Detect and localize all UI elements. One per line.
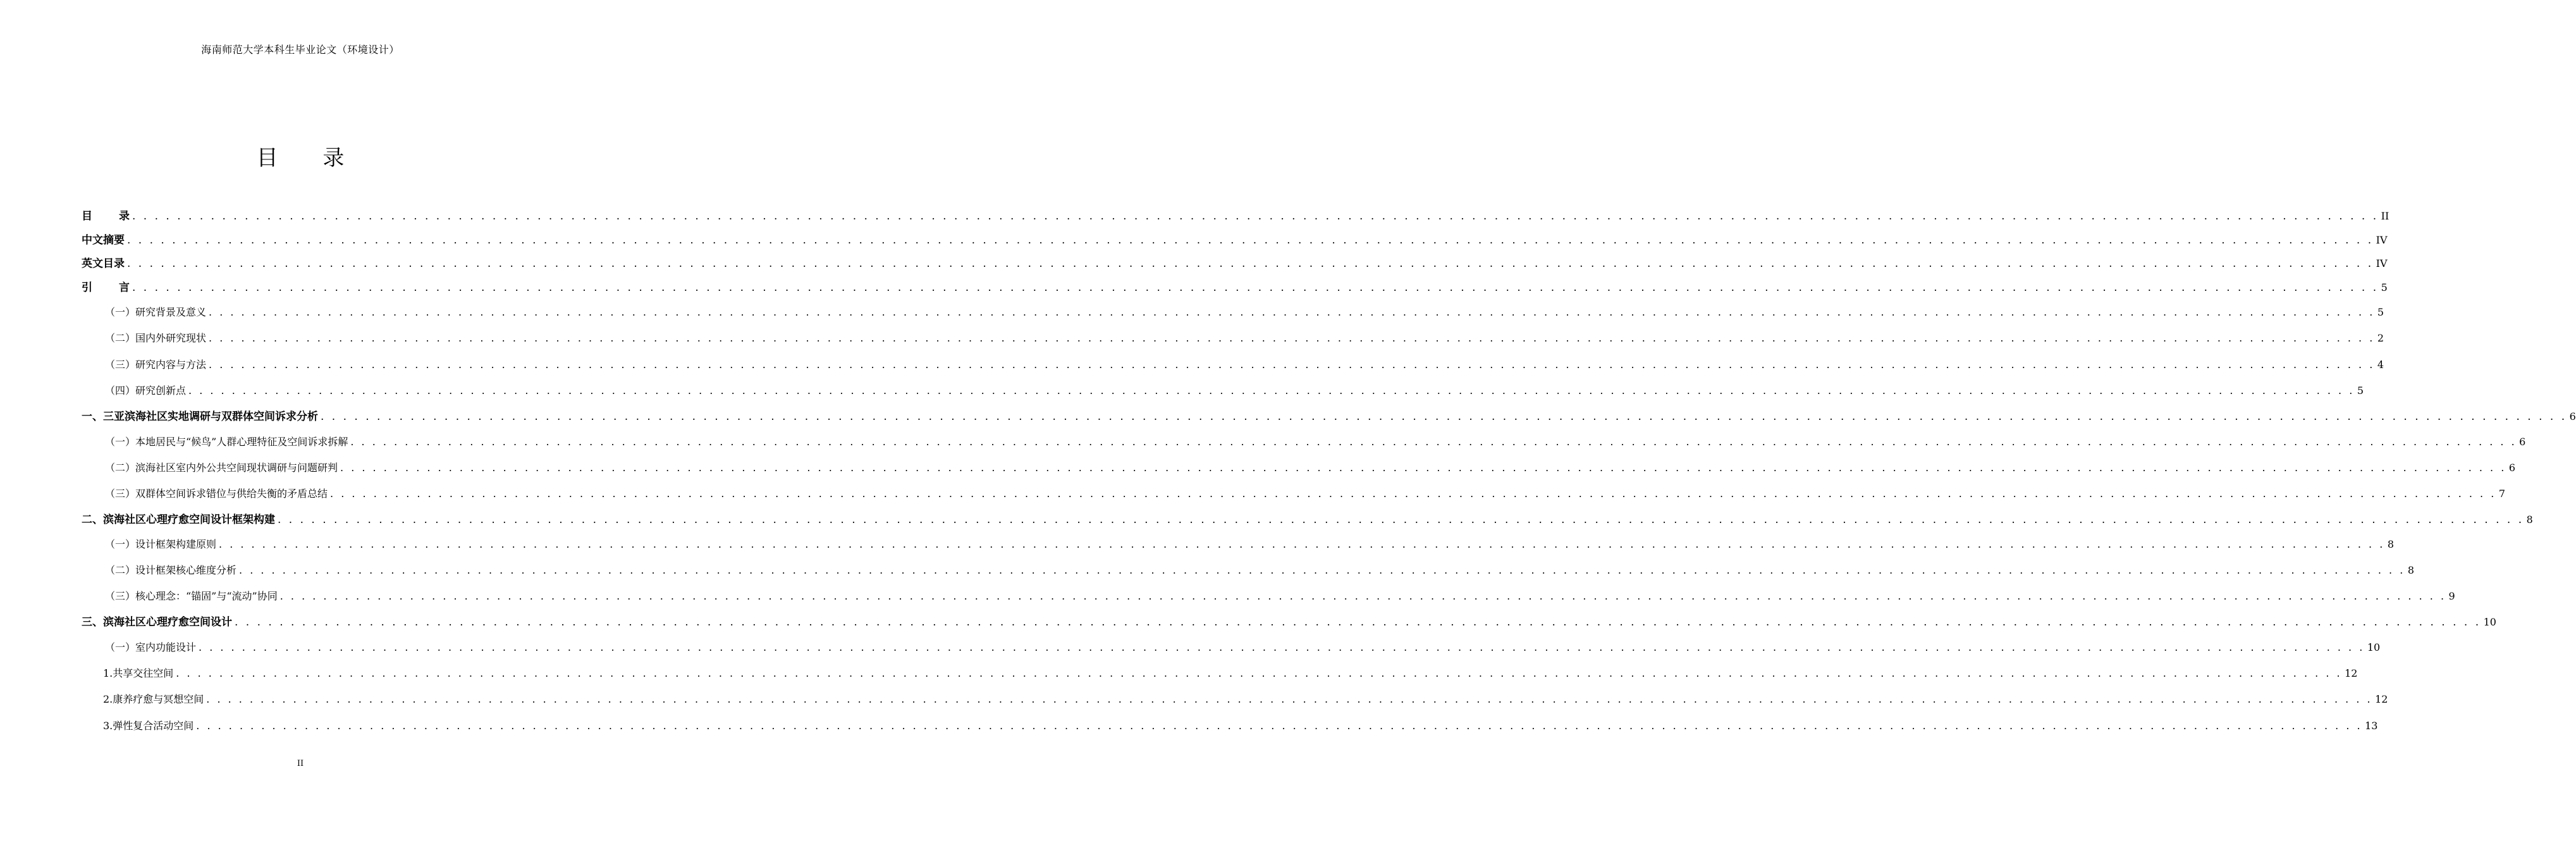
toc-entry-label: 中文摘要	[82, 234, 125, 247]
toc-entry-page: II	[2381, 210, 2389, 222]
toc-leader-dots: . . . . . . . . . . . . . . . . . . . . . . . . . . . . . . . . . . . . . . . . . . . . . . . . . . . . . . . . . . . . . . . . . . . . . . . . . . . . . . . . . . . . . . . . . . . . . . . . . . . . . . . . . . . . . . . . . . . . . . . . . . . . . . . . . . . . . . . . . . . . . . . . . . . . . . . . . . . . . . . . . . . . . . . . . . . . . . . . . . . . . . . . . . . . . . . . . . . . . . . .	[279, 590, 2446, 602]
toc-entry-label: 2.康养疗愈与冥想空间	[103, 693, 204, 705]
toc-entry[interactable]	[105, 460, 2515, 476]
toc-entry-page: 6	[2519, 436, 2526, 448]
toc-entry-label: 英文目录	[82, 257, 125, 270]
toc-entry-label: 3.弹性复合活动空间	[103, 720, 194, 732]
toc-leader-dots: . . . . . . . . . . . . . . . . . . . . . . . . . . . . . . . . . . . . . . . . . . . . . . . . . . . . . . . . . . . . . . . . . . . . . . . . . . . . . . . . . . . . . . . . . . . . . . . . . . . . . . . . . . . . . . . . . . . . . . . . . . . . . . . . . . . . . . . . . . . . . . . . . . . . . . . . . . . . . . . . . . . . . . . . . . . . . . . . . . . . . . . . . . . . . . . . . . . . . . . .	[132, 210, 2379, 223]
toc-entry-label: （三）研究内容与方法	[105, 359, 207, 371]
toc-entry[interactable]	[82, 256, 2388, 272]
toc-entry-page: 9	[2448, 590, 2455, 602]
toc-leader-dots: . . . . . . . . . . . . . . . . . . . . . . . . . . . . . . . . . . . . . . . . . . . . . . . . . . . . . . . . . . . . . . . . . . . . . . . . . . . . . . . . . . . . . . . . . . . . . . . . . . . . . . . . . . . . . . . . . . . . . . . . . . . . . . . . . . . . . . . . . . . . . . . . . . . . . . . . . . . . . . . . . . . . . . . . . . . . . . . . . . . . . . . . . . . . . . . . . . . . . . . .	[209, 306, 2375, 318]
toc-entry[interactable]	[105, 304, 2384, 321]
toc-entry-label	[82, 208, 130, 225]
toc-leader-dots: . . . . . . . . . . . . . . . . . . . . . . . . . . . . . . . . . . . . . . . . . . . . . . . . . . . . . . . . . . . . . . . . . . . . . . . . . . . . . . . . . . . . . . . . . . . . . . . . . . . . . . . . . . . . . . . . . . . . . . . . . . . . . . . . . . . . . . . . . . . . . . . . . . . . . . . . . . . . . . . . . . . . . . . . . . . . . . . . . . . . . . . . . . . . . . . . . . . . . . . .	[350, 436, 2517, 448]
toc-entry-label: （一）室内功能设计	[105, 641, 197, 653]
page-title: 目 录	[256, 145, 364, 171]
toc-entry-label: （二）国内外研究现状	[105, 332, 207, 344]
toc-entry-page: IV	[2376, 234, 2388, 246]
toc-entry[interactable]	[105, 536, 2394, 553]
toc-entry[interactable]	[82, 614, 2496, 631]
toc-entry[interactable]	[103, 718, 2378, 734]
toc-entry[interactable]	[105, 486, 2505, 502]
toc-entry[interactable]	[82, 232, 2388, 249]
toc-entry-label: （三）双群体空间诉求错位与供给失衡的矛盾总结	[105, 488, 328, 500]
toc-entry-page: 5	[2357, 385, 2364, 397]
toc-leader-dots: . . . . . . . . . . . . . . . . . . . . . . . . . . . . . . . . . . . . . . . . . . . . . . . . . . . . . . . . . . . . . . . . . . . . . . . . . . . . . . . . . . . . . . . . . . . . . . . . . . . . . . . . . . . . . . . . . . . . . . . . . . . . . . . . . . . . . . . . . . . . . . . . . . . . . . . . . . . . . . . . . . . . . . . . . . . . . . . . . . . . . . . . . . . . . . . . . . . . . . . .	[188, 385, 2355, 397]
toc-leader-dots: . . . . . . . . . . . . . . . . . . . . . . . . . . . . . . . . . . . . . . . . . . . . . . . . . . . . . . . . . . . . . . . . . . . . . . . . . . . . . . . . . . . . . . . . . . . . . . . . . . . . . . . . . . . . . . . . . . . . . . . . . . . . . . . . . . . . . . . . . . . . . . . . . . . . . . . . . . . . . . . . . . . . . . . . . . . . . . . . . . . . . . . . . . . . . . . . . . . . . . . .	[278, 514, 2524, 526]
toc-entry-page: 4	[2377, 359, 2384, 371]
toc-entry-page: IV	[2376, 257, 2388, 269]
toc-entry-label: （一）本地居民与“候鸟”人群心理特征及空间诉求拆解	[105, 436, 348, 448]
toc-entry[interactable]	[82, 512, 2533, 528]
toc-leader-dots: . . . . . . . . . . . . . . . . . . . . . . . . . . . . . . . . . . . . . . . . . . . . . . . . . . . . . . . . . . . . . . . . . . . . . . . . . . . . . . . . . . . . . . . . . . . . . . . . . . . . . . . . . . . . . . . . . . . . . . . . . . . . . . . . . . . . . . . . . . . . . . . . . . . . . . . . . . . . . . . . . . . . . . . . . . . . . . . . . . . . . . . . . . . . . . . . . . . . . . . .	[206, 693, 2373, 705]
toc-entry-page: 8	[2407, 564, 2414, 576]
toc-leader-dots: . . . . . . . . . . . . . . . . . . . . . . . . . . . . . . . . . . . . . . . . . . . . . . . . . . . . . . . . . . . . . . . . . . . . . . . . . . . . . . . . . . . . . . . . . . . . . . . . . . . . . . . . . . . . . . . . . . . . . . . . . . . . . . . . . . . . . . . . . . . . . . . . . . . . . . . . . . . . . . . . . . . . . . . . . . . . . . . . . . . . . . . . . . . . . . . . . . . . . . . .	[176, 667, 2343, 679]
toc-entry-label: 一、三亚滨海社区实地调研与双群体空间诉求分析	[82, 410, 318, 423]
toc-entry-page: 6	[2508, 462, 2515, 474]
toc-leader-dots: . . . . . . . . . . . . . . . . . . . . . . . . . . . . . . . . . . . . . . . . . . . . . . . . . . . . . . . . . . . . . . . . . . . . . . . . . . . . . . . . . . . . . . . . . . . . . . . . . . . . . . . . . . . . . . . . . . . . . . . . . . . . . . . . . . . . . . . . . . . . . . . . . . . . . . . . . . . . . . . . . . . . . . . . . . . . . . . . . . . . . . . . . . . . . . . . . . . . . . . .	[340, 462, 2506, 474]
toc-leader-dots: . . . . . . . . . . . . . . . . . . . . . . . . . . . . . . . . . . . . . . . . . . . . . . . . . . . . . . . . . . . . . . . . . . . . . . . . . . . . . . . . . . . . . . . . . . . . . . . . . . . . . . . . . . . . . . . . . . . . . . . . . . . . . . . . . . . . . . . . . . . . . . . . . . . . . . . . . . . . . . . . . . . . . . . . . . . . . . . . . . . . . . . . . . . . . . . . . . . . . . . .	[196, 720, 2363, 732]
toc-entry-page: 8	[2387, 538, 2394, 550]
toc-entry[interactable]	[105, 562, 2414, 579]
toc-entry-label: 1.共享交往空间	[103, 667, 174, 679]
toc-entry-page: 5	[2377, 306, 2384, 318]
toc-entry-page: 5	[2381, 281, 2388, 293]
toc-entry[interactable]	[105, 383, 2364, 399]
toc-entry-page: 10	[2483, 616, 2496, 628]
toc-entry-label: 二、滨海社区心理疗愈空间设计框架构建	[82, 514, 275, 526]
toc-entry[interactable]	[105, 588, 2455, 605]
toc-entry[interactable]	[105, 434, 2526, 450]
toc-entry[interactable]	[105, 357, 2384, 373]
toc-entry-label: （二）设计框架核心维度分析	[105, 564, 237, 576]
toc-entry[interactable]	[82, 280, 2388, 296]
toc-leader-dots: . . . . . . . . . . . . . . . . . . . . . . . . . . . . . . . . . . . . . . . . . . . . . . . . . . . . . . . . . . . . . . . . . . . . . . . . . . . . . . . . . . . . . . . . . . . . . . . . . . . . . . . . . . . . . . . . . . . . . . . . . . . . . . . . . . . . . . . . . . . . . . . . . . . . . . . . . . . . . . . . . . . . . . . . . . . . . . . . . . . . . . . . . . . . . . . . . . . . . . . .	[132, 281, 2379, 294]
toc-entry-page: 12	[2345, 667, 2358, 679]
toc-leader-dots: . . . . . . . . . . . . . . . . . . . . . . . . . . . . . . . . . . . . . . . . . . . . . . . . . . . . . . . . . . . . . . . . . . . . . . . . . . . . . . . . . . . . . . . . . . . . . . . . . . . . . . . . . . . . . . . . . . . . . . . . . . . . . . . . . . . . . . . . . . . . . . . . . . . . . . . . . . . . . . . . . . . . . . . . . . . . . . . . . . . . . . . . . . . . . . . . . . . . . . . .	[235, 616, 2481, 629]
toc-entry-page: 6	[2569, 410, 2576, 422]
toc-entry-page: 2	[2377, 332, 2384, 344]
toc-entry-label: （四）研究创新点	[105, 385, 187, 397]
toc-leader-dots: . . . . . . . . . . . . . . . . . . . . . . . . . . . . . . . . . . . . . . . . . . . . . . . . . . . . . . . . . . . . . . . . . . . . . . . . . . . . . . . . . . . . . . . . . . . . . . . . . . . . . . . . . . . . . . . . . . . . . . . . . . . . . . . . . . . . . . . . . . . . . . . . . . . . . . . . . . . . . . . . . . . . . . . . . . . . . . . . . . . . . . . . . . . . . . . . . . . . . . . .	[209, 359, 2375, 371]
toc-entry-page: 10	[2367, 641, 2381, 653]
toc-entry-label-char: 言	[119, 281, 130, 294]
toc-entry-label: （一）设计框架构建原则	[105, 538, 217, 550]
toc-entry[interactable]	[103, 691, 2388, 708]
toc-entry[interactable]	[103, 665, 2358, 682]
toc-entry-label	[82, 280, 130, 296]
toc-leader-dots: . . . . . . . . . . . . . . . . . . . . . . . . . . . . . . . . . . . . . . . . . . . . . . . . . . . . . . . . . . . . . . . . . . . . . . . . . . . . . . . . . . . . . . . . . . . . . . . . . . . . . . . . . . . . . . . . . . . . . . . . . . . . . . . . . . . . . . . . . . . . . . . . . . . . . . . . . . . . . . . . . . . . . . . . . . . . . . . . . . . . . . . . . . . . . . . . . . . . . . . .	[321, 410, 2567, 423]
toc-entry-label-char: 目	[82, 210, 92, 223]
toc-entry-label-char: 引	[82, 281, 92, 294]
page-number: II	[297, 759, 304, 768]
toc-entry[interactable]	[82, 208, 2389, 225]
toc-entry[interactable]	[105, 639, 2381, 656]
toc-leader-dots: . . . . . . . . . . . . . . . . . . . . . . . . . . . . . . . . . . . . . . . . . . . . . . . . . . . . . . . . . . . . . . . . . . . . . . . . . . . . . . . . . . . . . . . . . . . . . . . . . . . . . . . . . . . . . . . . . . . . . . . . . . . . . . . . . . . . . . . . . . . . . . . . . . . . . . . . . . . . . . . . . . . . . . . . . . . . . . . . . . . . . . . . . . . . . . . . . . . . . . . .	[199, 641, 2365, 653]
toc-entry-label: （三）核心理念：“锚固”与“流动”协同	[105, 590, 278, 602]
toc-entry-page: 13	[2365, 720, 2378, 732]
toc-leader-dots: . . . . . . . . . . . . . . . . . . . . . . . . . . . . . . . . . . . . . . . . . . . . . . . . . . . . . . . . . . . . . . . . . . . . . . . . . . . . . . . . . . . . . . . . . . . . . . . . . . . . . . . . . . . . . . . . . . . . . . . . . . . . . . . . . . . . . . . . . . . . . . . . . . . . . . . . . . . . . . . . . . . . . . . . . . . . . . . . . . . . . . . . . . . . . . . . . . . . . . . .	[330, 488, 2496, 500]
toc-leader-dots: . . . . . . . . . . . . . . . . . . . . . . . . . . . . . . . . . . . . . . . . . . . . . . . . . . . . . . . . . . . . . . . . . . . . . . . . . . . . . . . . . . . . . . . . . . . . . . . . . . . . . . . . . . . . . . . . . . . . . . . . . . . . . . . . . . . . . . . . . . . . . . . . . . . . . . . . . . . . . . . . . . . . . . . . . . . . . . . . . . . . . . . . . . . . . . . . . . . . . . . .	[127, 257, 2374, 270]
toc-leader-dots: . . . . . . . . . . . . . . . . . . . . . . . . . . . . . . . . . . . . . . . . . . . . . . . . . . . . . . . . . . . . . . . . . . . . . . . . . . . . . . . . . . . . . . . . . . . . . . . . . . . . . . . . . . . . . . . . . . . . . . . . . . . . . . . . . . . . . . . . . . . . . . . . . . . . . . . . . . . . . . . . . . . . . . . . . . . . . . . . . . . . . . . . . . . . . . . . . . . . . . . .	[239, 564, 2405, 576]
toc-entry-label: （二）滨海社区室内外公共空间现状调研与问题研判	[105, 462, 338, 474]
toc-entry[interactable]	[82, 409, 2576, 425]
running-header: 海南师范大学本科生毕业论文（环境设计）	[201, 44, 400, 56]
toc-entry-label: （一）研究背景及意义	[105, 306, 207, 318]
toc-entry-page: 12	[2375, 693, 2388, 705]
toc-entry-label-char: 录	[119, 210, 130, 223]
toc-leader-dots: . . . . . . . . . . . . . . . . . . . . . . . . . . . . . . . . . . . . . . . . . . . . . . . . . . . . . . . . . . . . . . . . . . . . . . . . . . . . . . . . . . . . . . . . . . . . . . . . . . . . . . . . . . . . . . . . . . . . . . . . . . . . . . . . . . . . . . . . . . . . . . . . . . . . . . . . . . . . . . . . . . . . . . . . . . . . . . . . . . . . . . . . . . . . . . . . . . . . . . . .	[219, 538, 2385, 550]
toc-entry-page: 7	[2498, 488, 2505, 500]
toc-entry-label: 三、滨海社区心理疗愈空间设计	[82, 616, 232, 629]
toc-entry[interactable]	[105, 330, 2384, 347]
toc-leader-dots: . . . . . . . . . . . . . . . . . . . . . . . . . . . . . . . . . . . . . . . . . . . . . . . . . . . . . . . . . . . . . . . . . . . . . . . . . . . . . . . . . . . . . . . . . . . . . . . . . . . . . . . . . . . . . . . . . . . . . . . . . . . . . . . . . . . . . . . . . . . . . . . . . . . . . . . . . . . . . . . . . . . . . . . . . . . . . . . . . . . . . . . . . . . . . . . . . . . . . . . .	[209, 332, 2375, 344]
toc-leader-dots: . . . . . . . . . . . . . . . . . . . . . . . . . . . . . . . . . . . . . . . . . . . . . . . . . . . . . . . . . . . . . . . . . . . . . . . . . . . . . . . . . . . . . . . . . . . . . . . . . . . . . . . . . . . . . . . . . . . . . . . . . . . . . . . . . . . . . . . . . . . . . . . . . . . . . . . . . . . . . . . . . . . . . . . . . . . . . . . . . . . . . . . . . . . . . . . . . . . . . . . .	[127, 234, 2374, 247]
toc-entry-page: 8	[2526, 514, 2533, 526]
